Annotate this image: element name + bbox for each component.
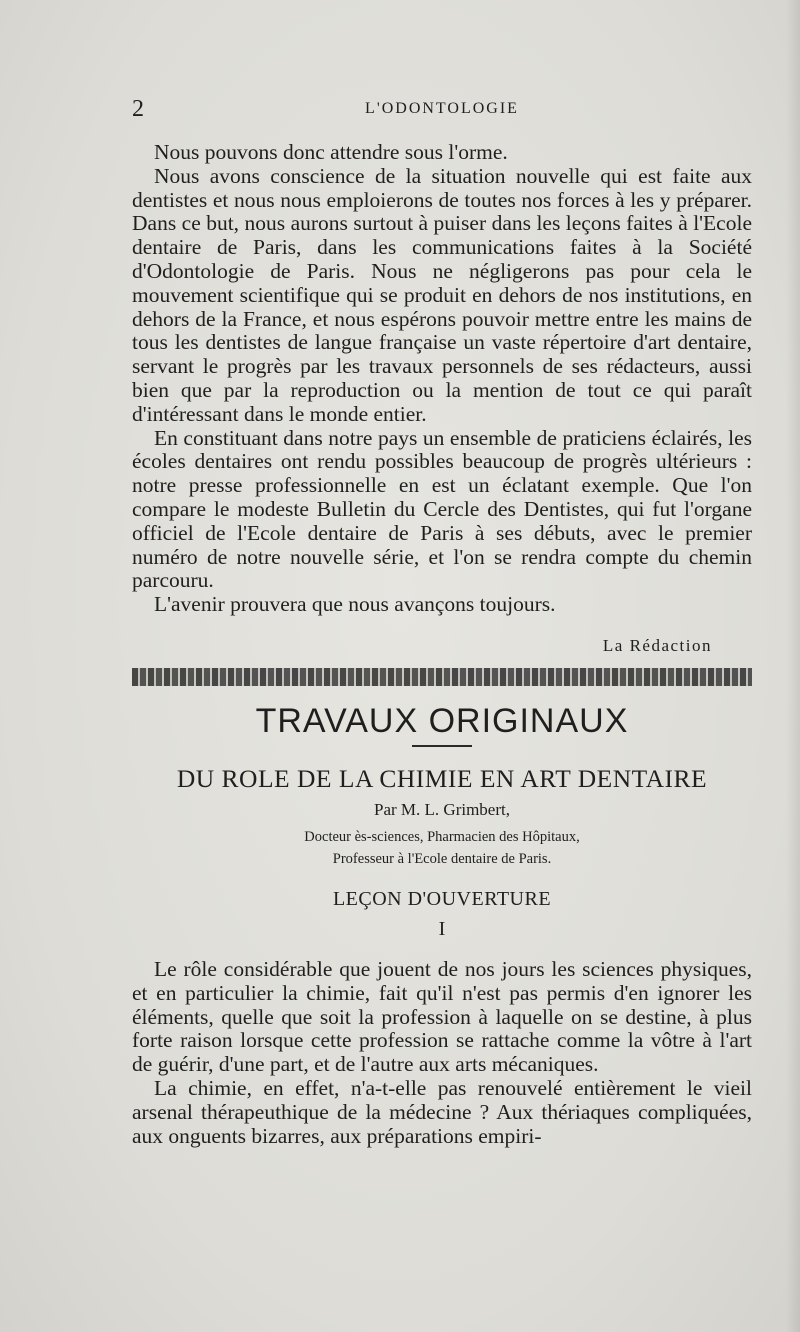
lecture-heading: LEÇON D'OUVERTURE [332,888,552,910]
article-title: DU ROLE DE LA CHIMIE EN ART DENTAIRE [176,764,708,793]
editorial-text [132,141,752,617]
editorial-signature: La Rédaction [602,636,712,655]
part-number: I [438,918,446,940]
section-title: TRAVAUX ORIGINAUX [255,702,629,740]
ornamental-divider [132,668,752,686]
running-head [132,96,752,124]
paragraph: Le rôle considérable que jouent de nos jours les sciences physiques, et en particulier la chimie, fait qu'il n'est pas permis d'en ignorer les éléments, quelle que soit la profession à laquelle on se destine, à plus forte raison lorsque cette profession se rattache comme la vôtre à l'art de guérir, d'une part, et de l'autre aux arts mécaniques. [132,957,752,1077]
paragraph: L'avenir prouvera que nous avançons toujours. [154,592,556,617]
author-credential: Professeur à l'Ecole dentaire de Paris. [332,851,552,867]
page-edge-shadow [786,0,800,1332]
paragraph: Nous avons conscience de la situation nouvelle qui est faite aux dentistes et nous nous emploierons de toutes nos forces à les y préparer. Dans ce but, nous aurons surtout à puiser dans les leçons faites à l'Ecole dentaire de Paris, dans les communications faites à la Société d'Odontologie de Paris. Nous ne négligerons pas pour cela le mouvement scientifique qui se produit en dehors de nos institutions, en dehors de la France, et nous espérons pouvoir mettre entre les mains de tous les dentistes de langue française un vaste répertoire d'art dentaire, servant le progrès par les travaux personnels de ses rédacteurs, aussi bien que par la reproduction ou la mention de tout ce qui paraît d'intéressant dans le monde entier. [132,163,752,426]
paragraph: La chimie, en effet, n'a-t-elle pas renouvelé entièrement le vieil arsenal thérapeuthique de la médecine ? Aux thériaques compliquées, aux onguents bizarres, aux préparations empiri- [132,1075,752,1148]
title-rule [412,745,472,747]
page-number: 2 [132,96,144,122]
journal-title: L'ODONTOLOGIE [365,100,519,117]
author-credential: Docteur ès-sciences, Pharmacien des Hôpitaux, [304,829,580,845]
article-body [132,958,752,1148]
paragraph: En constituant dans notre pays un ensemble de praticiens éclairés, les écoles dentaires ont rendu possibles beaucoup de progrès ultérieurs : notre presse professionnelle en est un éclatant exemple. Que l'on compare le modeste Bulletin du Cercle des Dentistes, qui fut l'organe officiel de l'Ecole dentaire de Paris à ses débuts, avec le premier numéro de notre nouvelle série, et l'on se rendra compte du chemin parcouru. [132,425,752,593]
paragraph: Nous pouvons donc attendre sous l'orme. [154,140,508,164]
author-byline: Par M. L. Grimbert, [374,800,510,819]
